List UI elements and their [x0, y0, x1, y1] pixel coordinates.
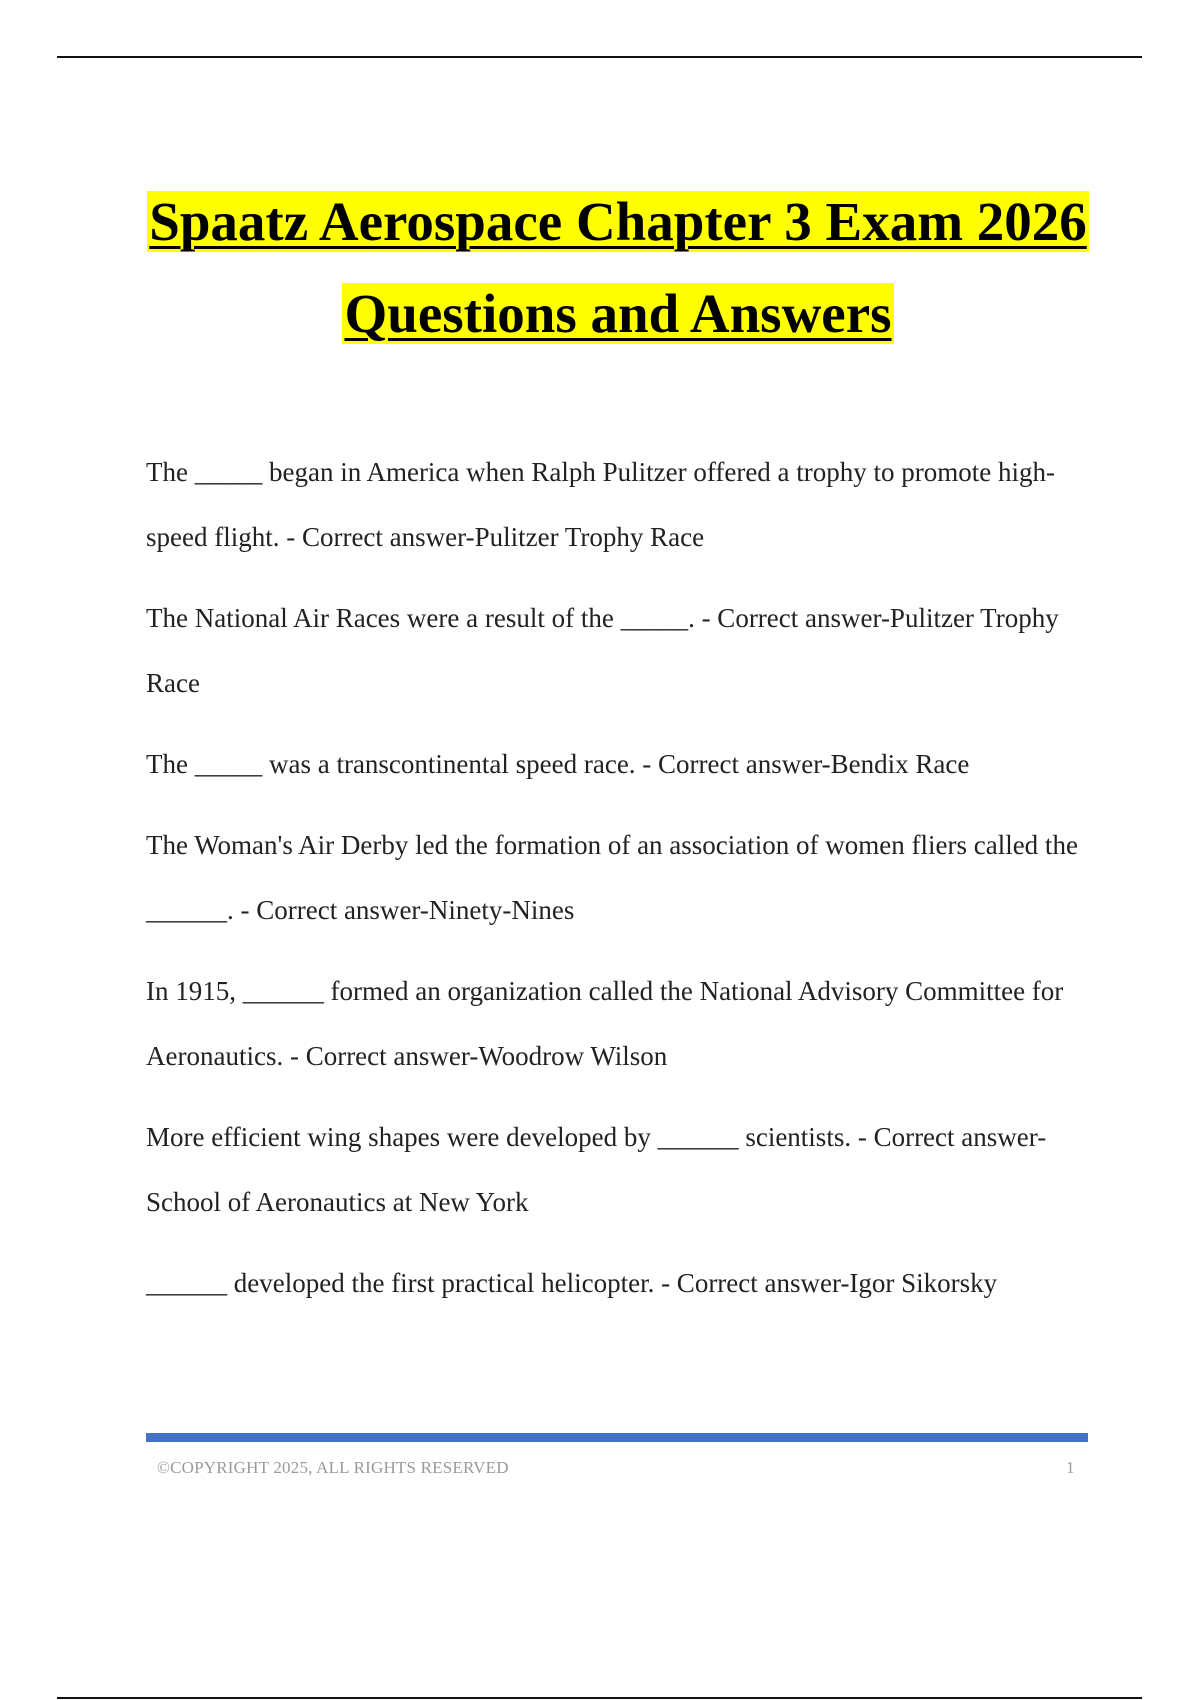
qa-item: The _____ was a transcontinental speed race. - Correct answer-Bendix Race [146, 749, 970, 779]
qa-item: The _____ began in America when Ralph Pulitzer offered a trophy to promote high-speed flight. - Correct answer-Pulitzer Trophy Race [146, 457, 1056, 552]
title-line-2: Questions and Answers [344, 283, 892, 344]
question-answer-list [146, 440, 1096, 1332]
page-title [0, 176, 1200, 360]
bottom-rule [57, 1697, 1142, 1699]
footer-divider [146, 1433, 1088, 1442]
top-rule [57, 56, 1142, 58]
title-line-1: Spaatz Aerospace Chapter 3 Exam 2026 [149, 191, 1087, 252]
qa-item: In 1915, ______ formed an organization called the National Advisory Committee for Aeronautics. - Correct answer-Woodrow Wilson [146, 976, 1064, 1071]
qa-item: ______ developed the first practical helicopter. - Correct answer-Igor Sikorsky [146, 1268, 998, 1298]
qa-item: The Woman's Air Derby led the formation of an association of women fliers called the ______. - Correct answer-Ninety-Nines [146, 830, 1078, 925]
qa-item: More efficient wing shapes were developed by ______ scientists. - Correct answer-School of Aeronautics at New York [146, 1122, 1047, 1217]
footer-copyright: ©COPYRIGHT 2025, ALL RIGHTS RESERVED [157, 1458, 509, 1477]
page-number: 1 [1066, 1458, 1075, 1477]
qa-item: The National Air Races were a result of the _____. - Correct answer-Pulitzer Trophy Race [146, 603, 1059, 698]
